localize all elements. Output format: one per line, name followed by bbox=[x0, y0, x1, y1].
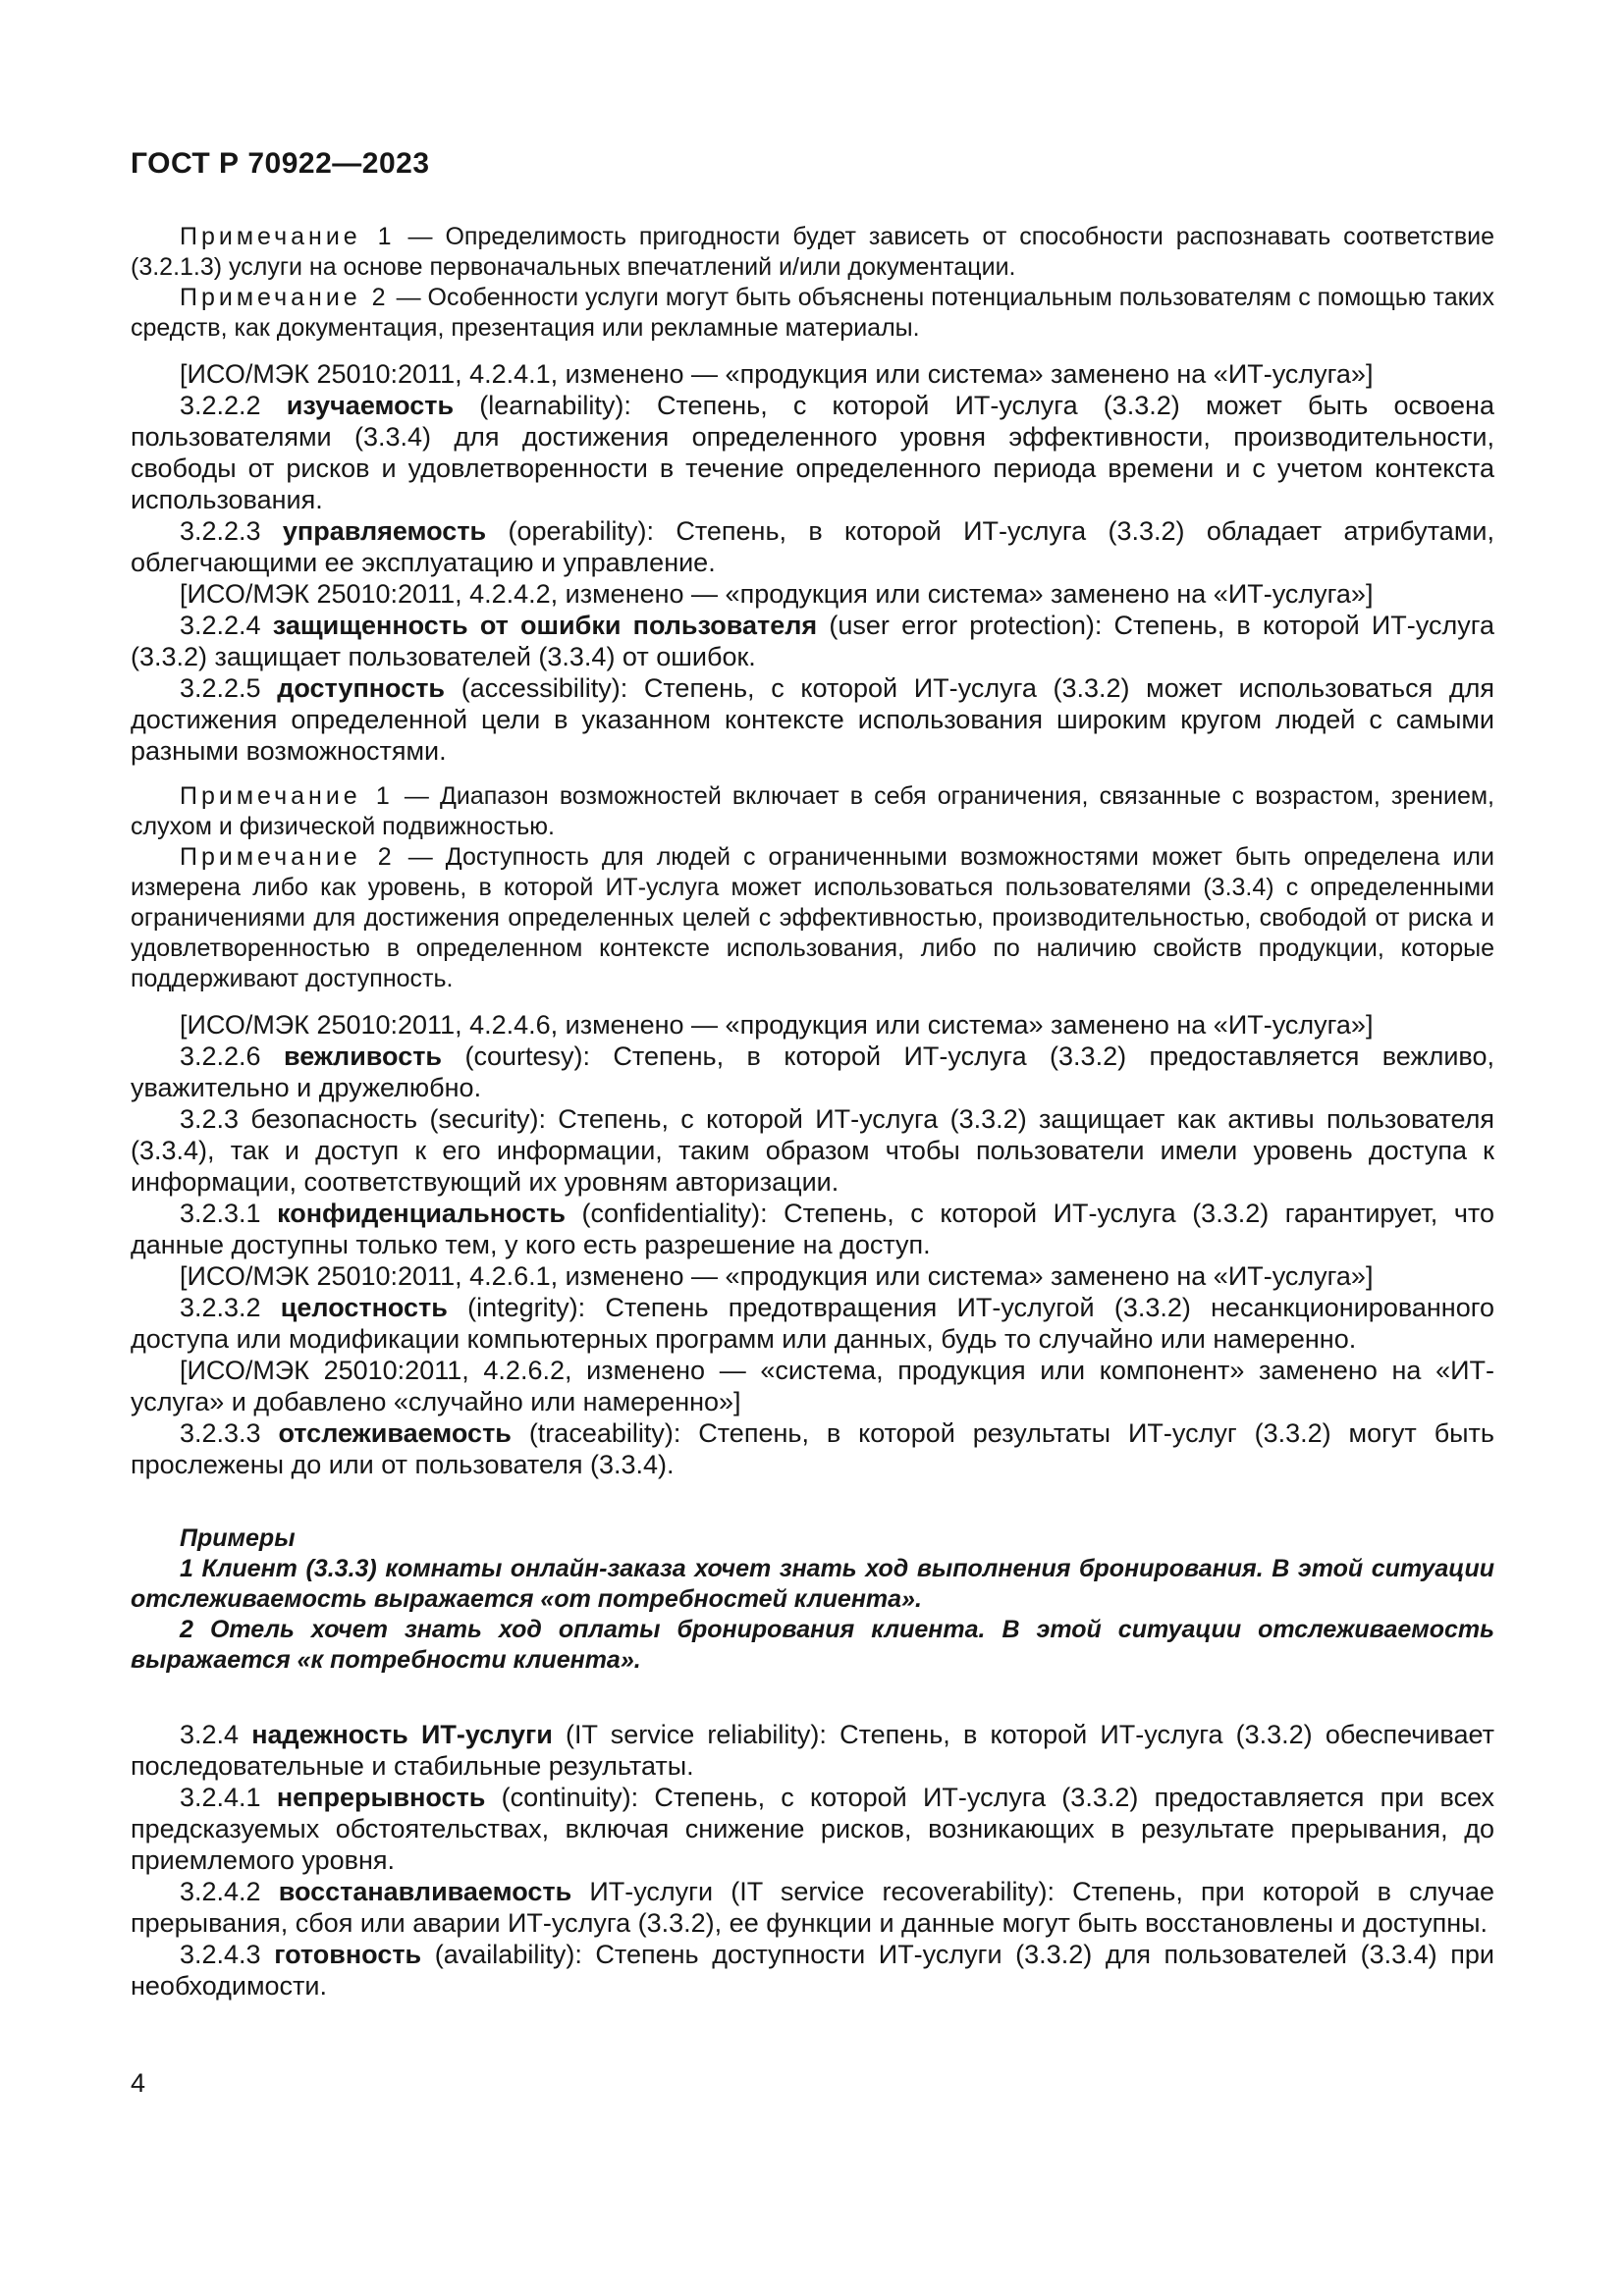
term-number: 3.2.2.3 bbox=[180, 516, 261, 546]
note-label: Примечание 2 bbox=[180, 843, 396, 871]
term-definition-3-2-4-3 bbox=[131, 1939, 1494, 2002]
iso-reference: [ИСО/МЭК 25010:2011, 4.2.6.1, изменено — «продукция или система» заменено на «ИТ-услуга»] bbox=[180, 1261, 1374, 1291]
term-label: доступность bbox=[277, 673, 446, 703]
example-item: 2 Отель хочет знать ход оплаты бронирования клиента. В этой ситуации отслеживаемость выражается «к потребности клиента». bbox=[131, 1616, 1494, 1674]
term-text: (integrity): Степень предотвращения ИТ-услугой (3.3.2) несанкционированного доступа или модификации компьютерных программ или данных, будь то случайно или намеренно. bbox=[131, 1293, 1494, 1354]
term-text: (courtesy): Степень, в которой ИТ-услуга (3.3.2) предоставляется вежливо, уважительно и дружелюбно. bbox=[131, 1041, 1494, 1102]
term-definition-3-2-2-5 bbox=[131, 672, 1494, 767]
term-definition-3-2-2-4 bbox=[131, 610, 1494, 672]
note-text: — Определимость пригодности будет зависеть от способности распознавать соответствие (3.2.1.3) услуги на основе первоначальных впечатлений и/или документации. bbox=[131, 223, 1494, 281]
note-paragraph bbox=[131, 842, 1494, 994]
term-number: 3.2.4.1 bbox=[180, 1783, 261, 1812]
term-number: 3.2.3.1 bbox=[180, 1199, 261, 1228]
term-text: (availability): Степень доступности ИТ-услуги (3.3.2) для пользователей (3.3.4) при необходимости. bbox=[131, 1940, 1494, 2001]
note-text: — Особенности услуги могут быть объяснены потенциальным пользователям с помощью таких средств, как документация, презентация или рекламные материалы. bbox=[131, 284, 1494, 342]
term-number: 3.2.4 bbox=[180, 1720, 240, 1749]
term-number: 3.2.2.6 bbox=[180, 1041, 261, 1071]
note-label: Примечание 1 bbox=[180, 223, 396, 250]
term-number: 3.2.3.3 bbox=[180, 1418, 261, 1448]
note-paragraph bbox=[131, 222, 1494, 283]
term-text: (security): Степень, с которой ИТ-услуга (3.3.2) защищает как активы пользователя (3.3.4), так и доступ к его информации, таким образом чтобы пользователи имели уровень доступа к информации, соответствующий их уровням авторизации. bbox=[131, 1104, 1494, 1197]
term-text: (traceability): Степень, в которой результаты ИТ-услуг (3.3.2) могут быть прослежены до или от пользователя (3.3.4). bbox=[131, 1418, 1494, 1479]
term-label: управляемость bbox=[282, 516, 487, 546]
note-label: Примечание 2 bbox=[180, 284, 390, 311]
term-text: (user error protection): Степень, в которой ИТ-услуга (3.3.2) защищает пользователей (3.3.4) от ошибок. bbox=[131, 611, 1494, 671]
term-definition-3-2-2-2 bbox=[131, 390, 1494, 515]
term-label: изучаемость bbox=[286, 391, 455, 420]
iso-reference: [ИСО/МЭК 25010:2011, 4.2.6.2, изменено — «система, продукция или компонент» заменено на «ИТ-услуга» и добавлено «случайно или намеренно»] bbox=[131, 1356, 1494, 1416]
term-definition-3-2-4-2 bbox=[131, 1876, 1494, 1939]
term-text: (operability): Степень, в которой ИТ-услуга (3.3.2) обладает атрибутами, облегчающими ее эксплуатацию и управление. bbox=[131, 516, 1494, 577]
term-definition-3-2-2-6 bbox=[131, 1041, 1494, 1103]
term-number: 3.2.4.3 bbox=[180, 1940, 261, 1969]
term-label: целостность bbox=[280, 1293, 448, 1322]
term-definition-3-2-4-1 bbox=[131, 1782, 1494, 1876]
note-text: — Диапазон возможностей включает в себя ограничения, связанные с возрастом, зрением, слухом и физической подвижностью. bbox=[131, 782, 1494, 840]
term-label: готовность bbox=[274, 1940, 422, 1969]
term-number: 3.2.2.2 bbox=[180, 391, 261, 420]
term-text: ИТ-услуги (IT service recoverability): Степень, при которой в случае прерывания, сбоя или аварии ИТ-услуга (3.3.2), ее функции и данные могут быть восстановлены и доступны. bbox=[131, 1877, 1494, 1938]
iso-reference: [ИСО/МЭК 25010:2011, 4.2.4.2, изменено — «продукция или система» заменено на «ИТ-услуга»] bbox=[180, 579, 1374, 609]
term-number: 3.2.4.2 bbox=[180, 1877, 261, 1906]
term-text: (accessibility): Степень, с которой ИТ-услуга (3.3.2) может использоваться для достижения определенной цели в указанном контексте использования широким кругом людей с самыми разными возможностями. bbox=[131, 673, 1494, 766]
note-paragraph bbox=[131, 283, 1494, 344]
term-label: защищенность от ошибки пользователя bbox=[272, 611, 818, 640]
term-definition-3-2-2-3 bbox=[131, 515, 1494, 578]
page-number: 4 bbox=[131, 2068, 146, 2098]
note-label: Примечание 1 bbox=[180, 782, 394, 810]
term-label: вежливость bbox=[284, 1041, 443, 1071]
term-number: 3.2.2.5 bbox=[180, 673, 261, 703]
term-text: (IT service reliability): Степень, в которой ИТ-услуга (3.3.2) обеспечивает последовательные и стабильные результаты. bbox=[131, 1720, 1494, 1781]
term-label: конфиденциальность bbox=[277, 1199, 566, 1228]
term-label: безопасность bbox=[250, 1104, 418, 1134]
term-label: непрерывность bbox=[276, 1783, 486, 1812]
example-item: 1 Клиент (3.3.3) комнаты онлайн-заказа хочет знать ход выполнения бронирования. В этой ситуации отслеживаемость выражается «от потребностей клиента». bbox=[131, 1555, 1494, 1613]
note-text: — Доступность для людей с ограниченными возможностями может быть определена или измерена либо как уровень, в которой ИТ-услуга может использоваться пользователями (3.3.4) с определенными ограничениями для достижения определенных целей с эффективностью, производительностью, свободой от риска и удовлетворенностью в определенном контексте использования, либо по наличию свойств продукции, которые поддерживают доступность. bbox=[131, 843, 1494, 992]
term-definition-3-2-3-3 bbox=[131, 1417, 1494, 1480]
term-text: (confidentiality): Степень, с которой ИТ-услуга (3.3.2) гарантирует, что данные доступны только тем, у кого есть разрешение на доступ. bbox=[131, 1199, 1494, 1259]
term-number: 3.2.3 bbox=[180, 1104, 240, 1134]
term-label: отслеживаемость bbox=[278, 1418, 512, 1448]
term-text: (continuity): Степень, с которой ИТ-услуга (3.3.2) предоставляется при всех предсказуемых обстоятельствах, включая снижение рисков, возникающих в результате прерывания, до приемлемого уровня. bbox=[131, 1783, 1494, 1875]
term-label: восстанавливаемость bbox=[278, 1877, 572, 1906]
term-definition-3-2-3-1 bbox=[131, 1198, 1494, 1260]
examples-block bbox=[131, 1523, 1494, 1676]
iso-reference: [ИСО/МЭК 25010:2011, 4.2.4.6, изменено — «продукция или система» заменено на «ИТ-услуга»] bbox=[180, 1010, 1374, 1040]
page-header: ГОСТ Р 70922—2023 bbox=[131, 147, 430, 180]
term-number: 3.2.2.4 bbox=[180, 611, 261, 640]
term-text: (learnability): Степень, с которой ИТ-услуга (3.3.2) может быть освоена пользователями (3.3.4) для достижения определенного уровня эффективности, производительности, свободы от рисков и удовлетворенности в течение определенного периода времени и с учетом контекста использования. bbox=[131, 391, 1494, 514]
note-paragraph bbox=[131, 781, 1494, 842]
term-definition-3-2-3-2 bbox=[131, 1292, 1494, 1355]
iso-reference: [ИСО/МЭК 25010:2011, 4.2.4.1, изменено — «продукция или система» заменено на «ИТ-услуга»] bbox=[180, 359, 1374, 389]
examples-heading: Примеры bbox=[180, 1524, 296, 1552]
term-label: надежность ИТ-услуги bbox=[251, 1720, 553, 1749]
term-number: 3.2.3.2 bbox=[180, 1293, 261, 1322]
term-definition-3-2-4 bbox=[131, 1719, 1494, 1782]
term-definition-3-2-3 bbox=[131, 1103, 1494, 1198]
